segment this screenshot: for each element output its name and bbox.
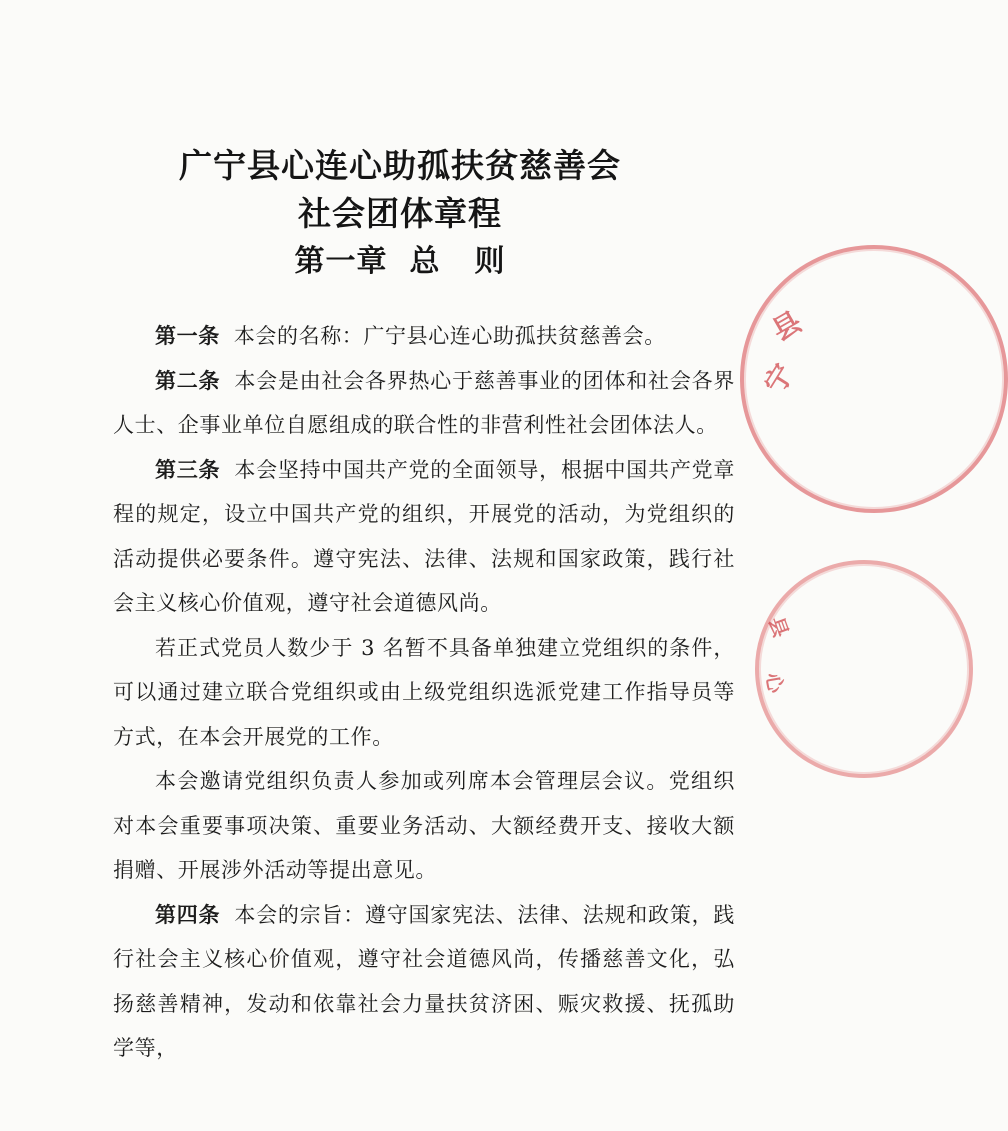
document-title: 广宁县心连心助孤扶贫慈善会 (179, 146, 621, 185)
article-text: 本会的名称：广宁县心连心助孤扶贫慈善会。 (233, 324, 666, 348)
document-body (113, 314, 735, 1071)
article-paragraph (113, 359, 735, 448)
body-paragraph (113, 759, 735, 893)
seal-text: 宁 (757, 358, 801, 400)
seal-text: 心 (760, 670, 789, 695)
document-subtitle: 社会团体章程 (298, 194, 502, 233)
chapter-number: 第一章 (294, 244, 388, 279)
article-paragraph (113, 314, 735, 359)
article-paragraph (113, 448, 735, 626)
article-text: 本会是由社会各界热心于慈善事业的团体和社会各界人士、企事业单位自愿组成的联合性的非营利性社会团体法人。 (113, 368, 735, 437)
paragraph-text: 若正式党员人数少于 3 名暂不具备单独建立党组织的条件，可以通过建立联合党组织或由上级党组织选派党建工作指导员等方式，在本会开展党的工作。 (113, 635, 735, 749)
article-paragraph (113, 893, 735, 1071)
article-number: 第四条 (155, 902, 221, 927)
article-number: 第二条 (155, 368, 221, 393)
chapter-title-char: 则 (474, 244, 506, 279)
seal-text: 县 (763, 613, 794, 641)
chapter-title-char: 总 (409, 244, 441, 279)
body-paragraph (113, 626, 735, 760)
red-seal-stamp-lower (755, 560, 973, 778)
paragraph-text: 本会邀请党组织负责人参加或列席本会管理层会议。党组织对本会重要事项决策、重要业务活动、大额经费开支、接收大额捐赠、开展涉外活动等提出意见。 (113, 769, 735, 882)
article-text: 本会的宗旨：遵守国家宪法、法律、法规和政策，践行社会主义核心价值观，遵守社会道德风尚，传播慈善文化，弘扬慈善精神，发动和依靠社会力量扶贫济困、赈灾救援、抚孤助学等， (113, 902, 735, 1060)
article-number: 第三条 (155, 457, 221, 482)
article-text: 本会坚持中国共产党的全面领导，根据中国共产党章程的规定，设立中国共产党的组织，开展党的活动，为党组织的活动提供必要条件。遵守宪法、法律、法规和国家政策，践行社会主义核心价值观，遵守社会道德风尚。 (113, 457, 735, 615)
article-number: 第一条 (155, 324, 220, 348)
seal-text: 县 (766, 305, 808, 348)
chapter-heading (0, 236, 800, 280)
